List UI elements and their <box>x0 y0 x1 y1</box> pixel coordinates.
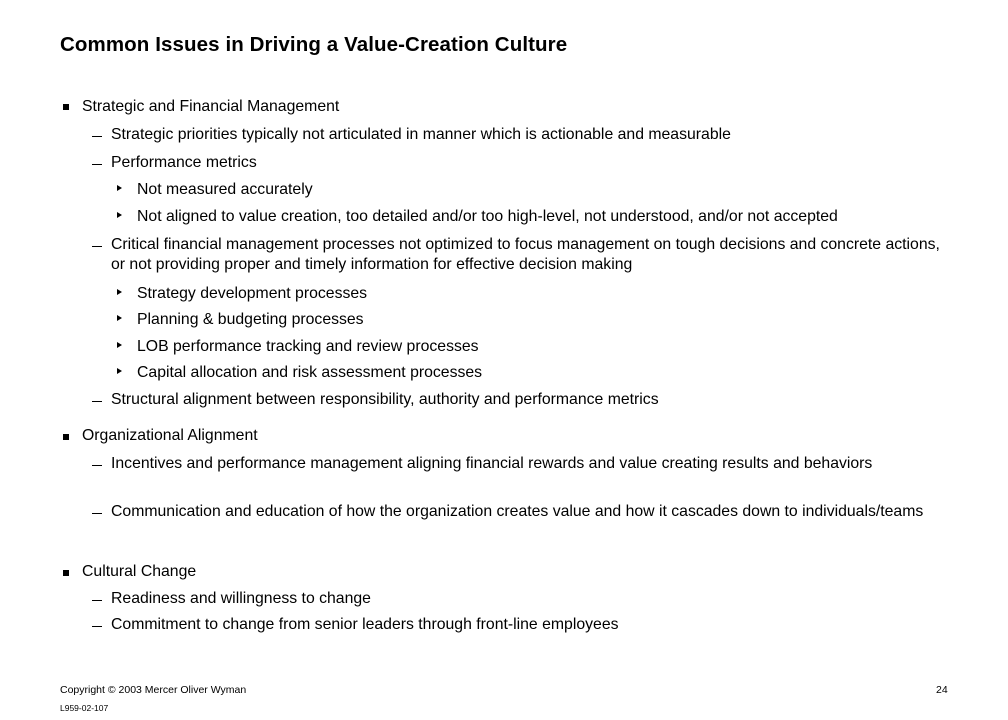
dash-bullet-icon <box>92 465 102 466</box>
list-item: Commitment to change from senior leaders through front-line employees <box>111 616 619 633</box>
copyright-text: Copyright © 2003 Mercer Oliver Wyman <box>60 684 247 696</box>
list-item: Structural alignment between responsibility, authority and performance metrics <box>111 391 659 408</box>
triangle-bullet-icon <box>117 368 122 374</box>
list-item: Critical financial management processes not optimized to focus management on tough decisions and concrete actions, or not providing proper and timely information for effective decision making <box>111 236 940 273</box>
list-item: Strategy development processes <box>137 285 368 302</box>
list-item: Incentives and performance management aligning financial rewards and value creating results and behaviors <box>111 455 873 472</box>
dash-bullet-icon <box>92 246 102 247</box>
square-bullet-icon <box>63 104 69 110</box>
square-bullet-icon <box>63 434 69 440</box>
list-item: LOB performance tracking and review processes <box>137 338 479 355</box>
page-number: 24 <box>936 684 948 696</box>
triangle-bullet-icon <box>117 185 122 191</box>
dash-bullet-icon <box>92 401 102 402</box>
list-item: Performance metrics <box>111 154 257 171</box>
list-item: Readiness and willingness to change <box>111 590 371 607</box>
list-item: Planning & budgeting processes <box>137 311 364 328</box>
square-bullet-icon <box>63 570 69 576</box>
triangle-bullet-icon <box>117 289 122 295</box>
list-item: Capital allocation and risk assessment processes <box>137 364 483 381</box>
section-heading: Organizational Alignment <box>82 427 258 444</box>
triangle-bullet-icon <box>117 315 122 321</box>
document-code: L959-02-107 <box>60 703 109 713</box>
triangle-bullet-icon <box>117 212 122 218</box>
dash-bullet-icon <box>92 164 102 165</box>
page-title: Common Issues in Driving a Value-Creation Culture <box>60 33 568 56</box>
dash-bullet-icon <box>92 600 102 601</box>
list-item: Not aligned to value creation, too detailed and/or too high-level, not understood, and/or not accepted <box>137 208 838 225</box>
section-heading: Cultural Change <box>82 563 197 580</box>
list-item: Strategic priorities typically not articulated in manner which is actionable and measurable <box>111 126 731 143</box>
dash-bullet-icon <box>92 513 102 514</box>
dash-bullet-icon <box>92 626 102 627</box>
triangle-bullet-icon <box>117 342 122 348</box>
list-item: Not measured accurately <box>137 181 313 198</box>
dash-bullet-icon <box>92 136 102 137</box>
list-item: Communication and education of how the organization creates value and how it cascades down to individuals/teams <box>111 503 924 520</box>
section-heading: Strategic and Financial Management <box>82 98 340 115</box>
